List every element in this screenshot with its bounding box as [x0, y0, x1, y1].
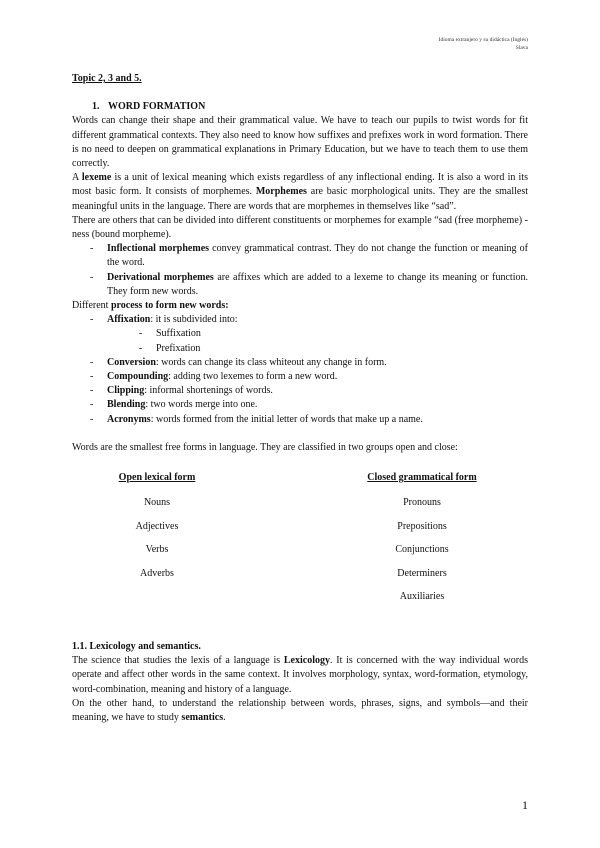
intro-paragraph: Words can change their shape and their grammatical value. We have to teach our pupils to twist words for fit different grammatical contexts. They also need to know how suffixes and prefixes work in word formation. There is no need to deepen on grammatical explanations in Primary Education, but we have to teach them to use them correctly. [72, 115, 528, 170]
term-inflectional: Inflectional morphemes [107, 243, 210, 255]
open-forms-column [72, 471, 242, 614]
table-cell: Auxiliaries [399, 591, 445, 603]
list-item [90, 413, 528, 427]
process-list [72, 313, 528, 427]
text-run: : words formed from the initial letter of words that make up a name. [150, 413, 423, 425]
subsection-heading: 1.1. Lexicology and semantics. [72, 641, 201, 653]
text-run: are affixes which are added to a lexeme to change its meaning or function. They form new words. [107, 271, 528, 297]
list-item [90, 313, 528, 356]
page-number: 1 [522, 798, 528, 812]
term-conversion: Conversion [107, 356, 156, 368]
term-clipping: Clipping [107, 385, 145, 397]
document-body [72, 72, 528, 725]
lexeme-paragraph [72, 171, 528, 214]
open-forms-heading: Open lexical form [118, 472, 196, 484]
list-item [90, 242, 528, 270]
morpheme-types-list [72, 242, 528, 299]
text-run: Different [72, 300, 111, 312]
table-cell: Adverbs [140, 567, 174, 579]
table-cell: Determiners [397, 567, 447, 579]
term-morphemes: Morphemes [255, 186, 307, 198]
term-compounding: Compounding [107, 371, 169, 383]
topic-title: Topic 2, 3 and 5. [72, 73, 142, 84]
term-affixation: Affixation [107, 314, 151, 326]
list-item [90, 370, 528, 384]
text-run: are basic morphological units. They are the smallest meaningful units in the language. There are words that are morphemes in themselves like “sad”. [72, 186, 528, 212]
lexicology-paragraph [72, 654, 528, 697]
text-run: convey grammatical contrast. They do not change the function or meaning of the word. [107, 243, 528, 269]
text-run: : words can change its class whiteout any change in form. [155, 356, 387, 368]
text-run: : it is subdivided into: [150, 314, 238, 326]
running-header [439, 36, 528, 52]
forms-table [72, 471, 528, 614]
list-item [90, 384, 528, 398]
text-run: The science that studies the lexis of a language is [72, 655, 284, 667]
term-blending: Blending [107, 399, 146, 411]
text-run: : two words merge into one. [145, 399, 258, 411]
section-title: WORD FORMATION [108, 101, 206, 113]
text-run: : adding two lexemes to form a new word. [168, 371, 338, 383]
list-item: - Prefixation [139, 342, 528, 356]
constituents-paragraph: There are others that can be divided into different constituents or morphemes for example “sad (free morpheme) -ness (bound morpheme). [72, 214, 528, 241]
table-cell: Prepositions [397, 520, 447, 532]
section-number: 1. [92, 101, 100, 113]
term-acronyms: Acronyms [107, 413, 151, 425]
list-item [90, 356, 528, 370]
list-item [90, 398, 528, 412]
term-semantics: semantics [181, 712, 224, 724]
term-lexicology: Lexicology [283, 655, 330, 667]
section-heading [92, 100, 528, 114]
header-author: Slava [515, 45, 528, 51]
text-run: . It is concerned with the way individual words operate and affect other words in the same context. It involves morphology, syntax, word-formation, etymology, word-combination, meaning and history of a language. [72, 655, 528, 695]
text-run: On the other hand, to understand the relationship between words, phrases, signs, and symbols—and their meaning, we have to study [72, 697, 528, 724]
text-run: . [223, 712, 226, 724]
closed-forms-column [352, 471, 492, 614]
list-item [90, 271, 528, 299]
free-forms-paragraph: Words are the smallest free forms in language. They are classified in two groups open and close: [72, 441, 458, 453]
table-cell: Verbs [145, 544, 169, 556]
text-run: : informal shortenings of words. [144, 385, 273, 397]
table-cell: Conjunctions [395, 544, 449, 556]
table-cell: Adjectives [135, 520, 179, 532]
table-cell: Nouns [143, 497, 171, 509]
term-derivational: Derivational morphemes [107, 271, 214, 283]
text-run: is a unit of lexical meaning which exists regardless of any inflectional ending. It is also a word in its most basic form. It consists of morphemes. [72, 172, 528, 198]
semantics-paragraph [72, 697, 528, 725]
list-item: - Suffixation [139, 327, 528, 341]
affixation-sub-list [107, 327, 528, 355]
term-lexeme: lexeme [81, 172, 112, 184]
process-intro [72, 299, 528, 313]
text-run: A [72, 172, 82, 184]
table-cell: Pronouns [403, 497, 441, 509]
closed-forms-heading: Closed grammatical form [367, 472, 477, 484]
process-intro-bold: process to form new words: [110, 300, 229, 312]
spacer [72, 427, 528, 441]
header-course: Idioma extranjero y su didáctica (Inglés) [438, 37, 528, 43]
